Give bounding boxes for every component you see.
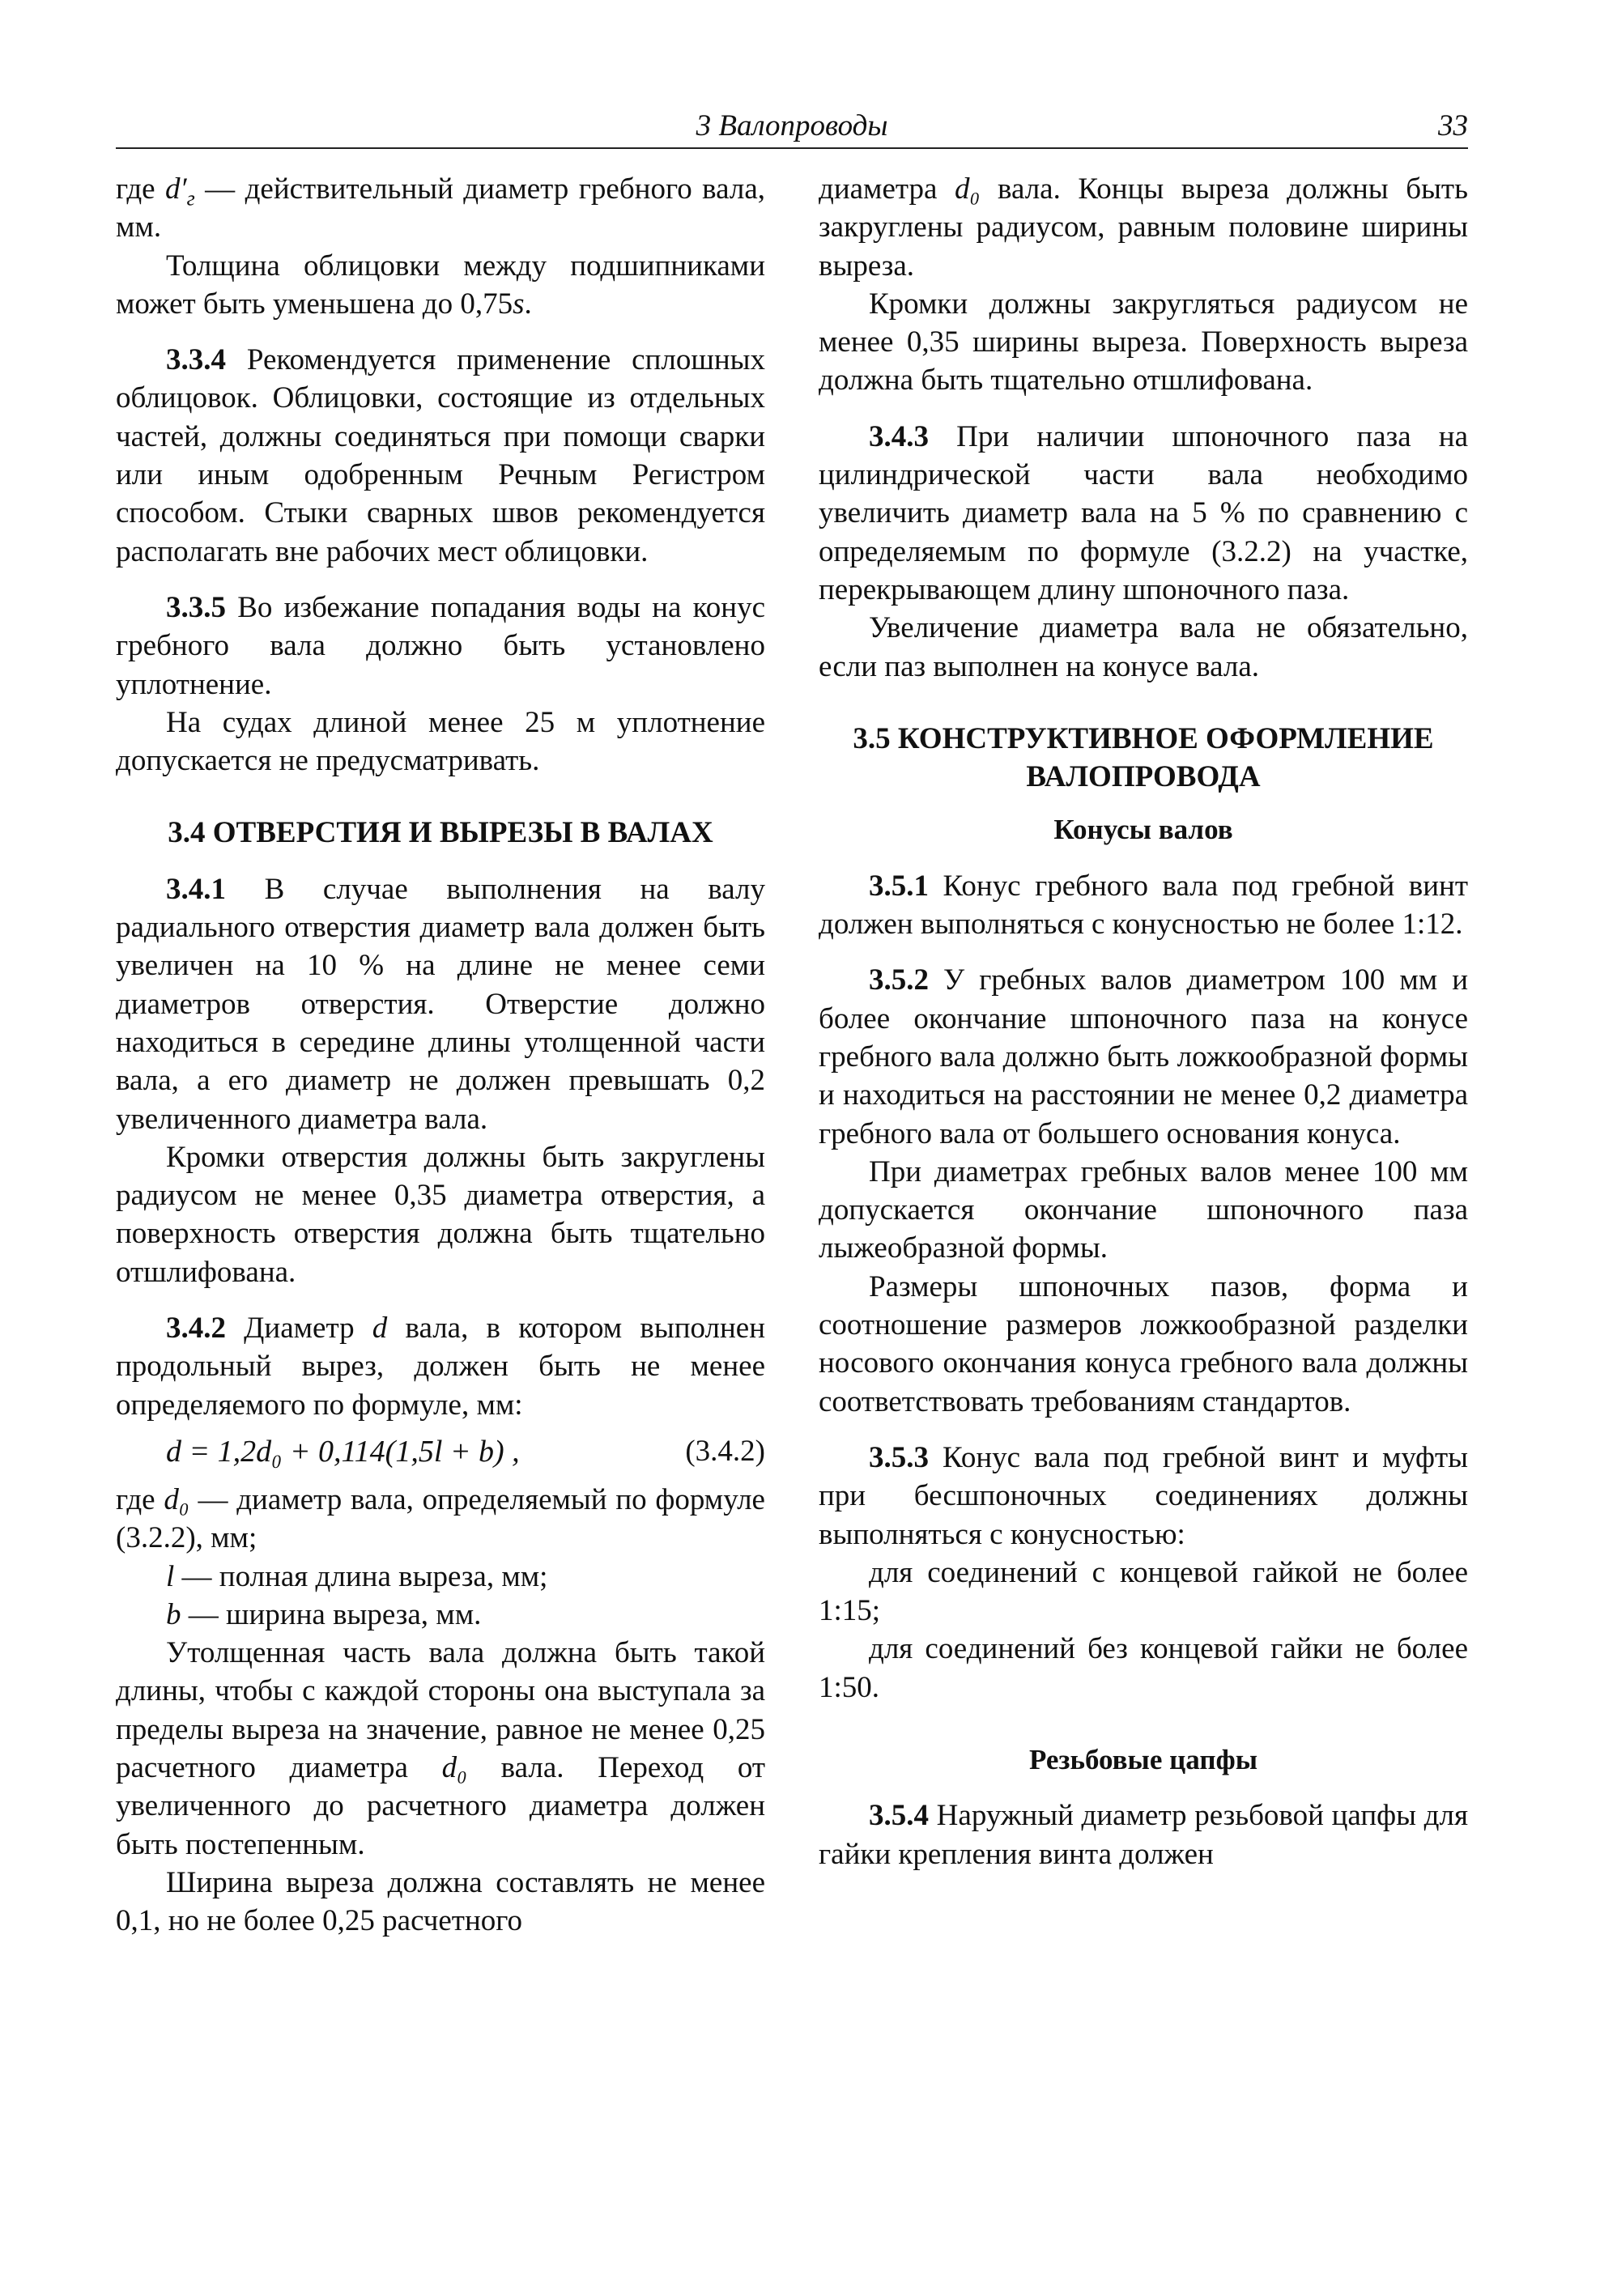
- clause-number: 3.3.5: [166, 590, 226, 624]
- clause-number: 3.5.4: [869, 1799, 929, 1833]
- section-heading-3-4: 3.4 ОТВЕРСТИЯ И ВЫРЕЗЫ В ВАЛАХ: [168, 816, 713, 850]
- clause-3-5-2: 3.5.2 У гребных валов диаметром 100 мм и более окончание шпоночного паза на конусе гребного вала должно быть ложкообразной формы и находиться на расстоянии не менее 0,2 диаметра гребного вала от большего основания конуса.: [819, 963, 1468, 1150]
- where-b: b — ширина выреза, мм.: [166, 1597, 482, 1631]
- running-header: [116, 105, 1468, 149]
- subheading-shaft-cones: Конусы валов: [1053, 814, 1233, 846]
- paragraph-where-dg: где $d'_г$ — действительный диаметр гребного вала, мм.: [116, 172, 765, 244]
- paragraph-cut-width: Ширина выреза должна составлять не менее 0,1, но не более 0,25 расчетного: [116, 1865, 765, 1938]
- subheading-threaded-journals: Резьбовые цапфы: [1028, 1743, 1258, 1775]
- section-heading-3-5-line2: ВАЛОПРОВОДА: [1026, 760, 1261, 794]
- page-number: 33: [1438, 109, 1468, 142]
- paragraph-thickened-part: Утолщенная часть вала должна быть такой длины, чтобы с каждой стороны она выступала за пределы выреза на значение, равное не менее 0,25 расчетного диаметра d₀ вала. Переход от увеличенного до расчетного диаметра должен быть постепенным.: [116, 1636, 765, 1861]
- paragraph-cut-edges: Кромки должны закругляться радиусом не менее 0,35 ширины выреза. Поверхность выреза должна быть тщательно отшлифована.: [819, 287, 1468, 398]
- where-l: l — полная длина выреза, мм;: [166, 1559, 548, 1593]
- list-item-without-nut: для соединений без концевой гайки не более 1:50.: [819, 1632, 1468, 1704]
- clause-3-4-1: 3.4.1 В случае выполнения на валу радиального отверстия диаметр вала должен быть увеличен на 10 % на длине не менее семи диаметров отверстия. Отверстие должно находиться в середине длины утолщенной части вала, а его диаметр не должен превышать 0,2 увеличенного диаметра вала.: [116, 872, 765, 1136]
- clause-number: 3.5.1: [869, 869, 929, 903]
- clause-number: 3.3.4: [166, 343, 226, 377]
- paragraph-ski-shaped: При диаметрах гребных валов менее 100 мм допускается окончание шпоночного паза лыжеобразной формы.: [819, 1154, 1468, 1265]
- formula-number: (3.4.2): [685, 1434, 765, 1468]
- clause-3-4-3: 3.4.3 При наличии шпоночного паза на цилиндрической части вала необходимо увеличить диаметр вала на 5 % по сравнению с определяемым по формуле (3.2.2) на участке, перекрывающем длину шпоночного паза.: [819, 419, 1468, 606]
- paragraph-lining-thickness: Толщина облицовки между подшипниками может быть уменьшена до 0,75s.: [116, 249, 765, 321]
- paragraph-cut-ends: диаметра d₀ вала. Концы выреза должны быть закруглены радиусом, равным половине ширины выреза.: [819, 172, 1468, 283]
- clause-number: 3.4.1: [166, 872, 226, 906]
- clause-3-5-1: 3.5.1 Конус гребного вала под гребной винт должен выполняться с конусностью не более 1:12.: [819, 869, 1468, 942]
- clause-number: 3.4.2: [166, 1312, 226, 1346]
- section-heading-3-5-line1: 3.5 КОНСТРУКТИВНОЕ ОФОРМЛЕНИЕ: [853, 721, 1434, 755]
- list-item-with-nut: для соединений с концевой гайкой не более 1:15;: [819, 1555, 1468, 1628]
- clause-3-4-2: 3.4.2 Диаметр d вала, в котором выполнен продольный вырез, должен быть не менее определяемого по формуле, мм:: [116, 1312, 766, 1422]
- left-column: [116, 170, 765, 1940]
- paragraph-sealing-exception: На судах длиной менее 25 м уплотнение допускается не предусматривать.: [116, 705, 765, 778]
- clause-number: 3.4.3: [869, 419, 929, 453]
- formula-expression: d = 1,2d₀ + 0,114(1,5l + b) ,: [166, 1434, 520, 1469]
- paragraph-hole-edges: Кромки отверстия должны быть закруглены радиусом не менее 0,35 диаметра отверстия, а поверхность отверстия должна быть тщательно отшлифована.: [116, 1140, 765, 1289]
- clause-3-3-4: 3.3.4 Рекомендуется применение сплошных облицовок. Облицовки, состоящие из отдельных частей, должны соединяться при помощи сварки или иным одобренным Речным Регистром способом. Стыки сварных швов рекомендуется располагать вне рабочих мест облицовки.: [116, 343, 765, 568]
- clause-3-3-5: 3.3.5 Во избежание попадания воды на конус гребного вала должно быть установлено уплотнение.: [116, 590, 765, 701]
- running-title: 3 Валопроводы: [696, 109, 888, 142]
- right-column: [819, 170, 1468, 1873]
- clause-number: 3.5.2: [869, 963, 929, 997]
- var-s: s: [513, 287, 525, 321]
- paragraph-keyway-dimensions: Размеры шпоночных пазов, форма и соотношение размеров ложкообразной разделки носового окончания конуса гребного вала должны соответствовать требованиям стандартов.: [819, 1269, 1468, 1418]
- where-d0: где d₀ — диаметр вала, определяемый по формуле (3.2.2), мм;: [116, 1482, 765, 1555]
- clause-number: 3.5.3: [869, 1440, 929, 1474]
- paragraph-keyway-on-cone: Увеличение диаметра вала не обязательно, если паз выполнен на конусе вала.: [819, 611, 1468, 683]
- var-dg: $d'_г$: [165, 172, 195, 210]
- formula-3-4-2: [116, 1427, 765, 1476]
- clause-3-5-4: 3.5.4 Наружный диаметр резьбовой цапфы для гайки крепления винта должен: [819, 1799, 1468, 1871]
- var-d: d: [372, 1312, 388, 1346]
- clause-3-5-3: 3.5.3 Конус вала под гребной винт и муфты при бесшпоночных соединениях должны выполняться с конусностью:: [819, 1440, 1468, 1551]
